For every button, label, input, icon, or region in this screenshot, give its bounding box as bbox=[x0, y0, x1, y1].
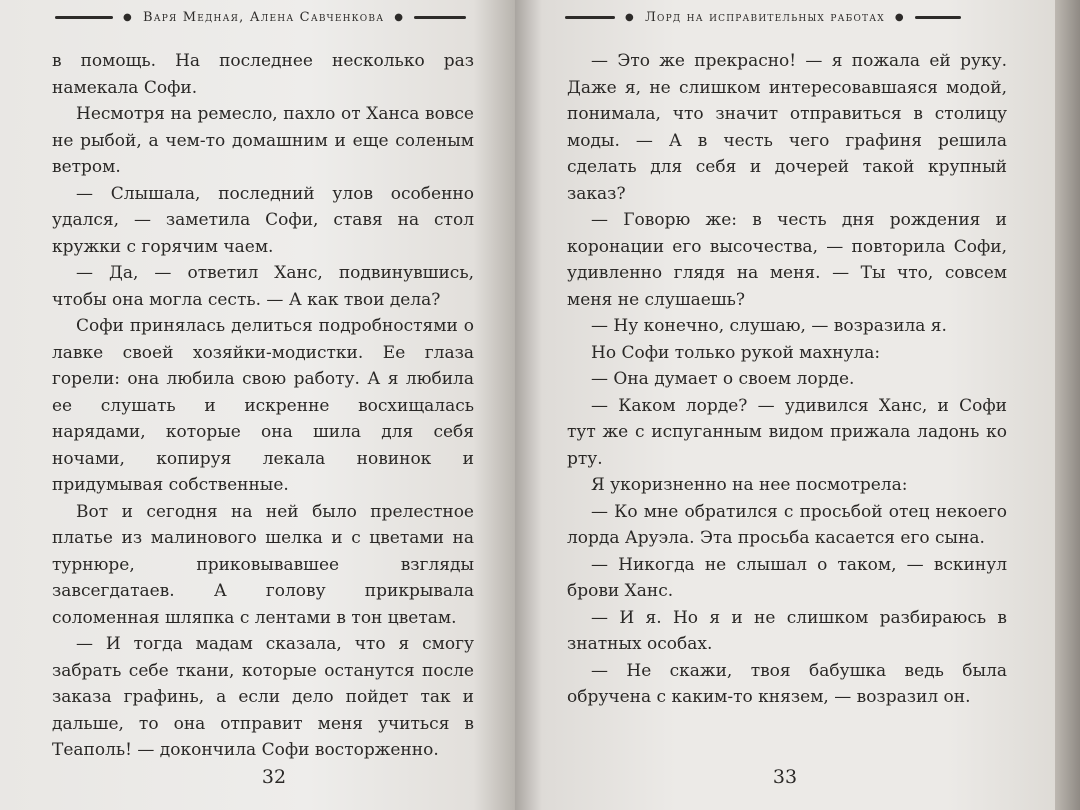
page-number: 32 bbox=[261, 766, 287, 788]
paragraph: Но Софи только рукой махнула: bbox=[591, 342, 881, 363]
page-number: 33 bbox=[772, 766, 798, 788]
header-rule bbox=[915, 16, 961, 19]
book-title: Лорд на исправительных работах bbox=[644, 9, 885, 25]
header-bullet: ● bbox=[123, 11, 133, 23]
paragraph: Несмотря на ремесло, пахло от Ханса вовсе не рыбой, а чем-то домашним и еще соленым ветром. bbox=[52, 104, 474, 177]
paragraph: — Каком лорде? — удивился Ханс, и Софи тут же с испуганным видом прижала ладонь ко рту. bbox=[567, 395, 1007, 469]
left-body-text bbox=[52, 48, 474, 764]
paragraph: Софи принялась делиться подробностями о лавке своей хозяйки-модистки. Ее глаза горели: она любила свою работу. А я любила ее слушать и искренне восхищалась нарядами, которые она шила для себя ночами, копируя лекала новинок и придумывая собственные. bbox=[52, 316, 474, 495]
paragraph: — Она думает о своем лорде. bbox=[591, 369, 855, 389]
paragraph: — Говорю же: в честь дня рождения и коронации его высочества, — повторила Софи, удивленно глядя на меня. — Ты что, совсем меня не слушаешь? bbox=[567, 210, 1007, 310]
paragraph: — Ко мне обратился с просьбой отец некоего лорда Аруэла. Эта просьба касается его сына. bbox=[567, 501, 1007, 548]
paragraph: — Ну конечно, слушаю, — возразила я. bbox=[591, 316, 947, 336]
header-bullet: ● bbox=[625, 11, 635, 23]
right-running-header bbox=[565, 6, 985, 28]
left-page bbox=[0, 0, 515, 810]
header-rule bbox=[55, 16, 113, 19]
paragraph: — Не скажи, твоя бабушка ведь была обручена с каким-то князем, — возразил он. bbox=[567, 660, 1007, 707]
right-page bbox=[515, 0, 1055, 810]
right-body-text bbox=[567, 48, 1007, 711]
paragraph: — Слышала, последний улов особенно удался, — заметила Софи, ставя на стол кружки с горячим чаем. bbox=[52, 183, 474, 257]
paragraph: — Да, — ответил Ханс, подвинувшись, чтобы она могла сесть. — А как твои дела? bbox=[52, 263, 474, 310]
paragraph: Я укоризненно на нее посмотрела: bbox=[591, 475, 908, 495]
paragraph: Вот и сегодня на ней было прелестное платье из малинового шелка и с цветами на турнюре, приковывавшее взгляды завсегдатаев. А голову прикрывала соломенная шляпка с лентами в тон цветам. bbox=[52, 501, 474, 628]
author-names: Варя Медная, Алена Савченкова bbox=[142, 9, 385, 25]
header-rule bbox=[565, 16, 615, 19]
header-bullet: ● bbox=[894, 11, 905, 23]
left-running-header bbox=[55, 6, 475, 28]
paragraph: — Никогда не слышал о таком, — вскинул брови Ханс. bbox=[567, 554, 1007, 601]
book-edge bbox=[1055, 0, 1080, 810]
header-bullet: ● bbox=[394, 11, 405, 23]
paragraph: — Это же прекрасно! — я пожала ей руку. Даже я, не слишком интересовавшаяся модой, понимала, что значит отправиться в столицу моды. — А в честь чего графиня решила сделать для себя и дочерей такой крупный заказ? bbox=[567, 51, 1007, 204]
header-rule bbox=[414, 16, 466, 19]
paragraph: — И тогда мадам сказала, что я смогу забрать себе ткани, которые останутся после заказа графинь, а если дело пойдет так и дальше, то она отправит меня учиться в Теаполь! — докончила Софи восторженно. bbox=[52, 634, 474, 760]
paragraph: в помощь. На последнее несколько раз намекала Софи. bbox=[52, 51, 474, 98]
paragraph: — И я. Но я и не слишком разбираюсь в знатных особах. bbox=[567, 607, 1007, 654]
